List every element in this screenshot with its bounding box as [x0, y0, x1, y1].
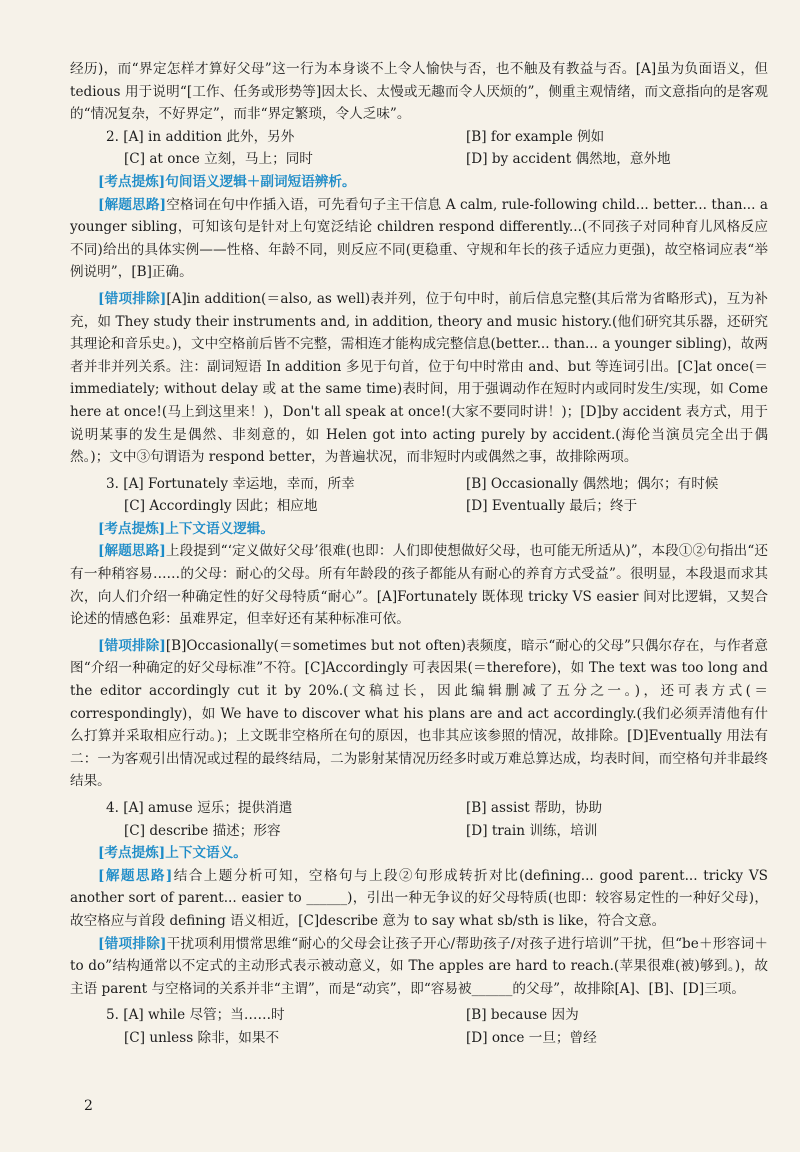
q4-elimination-tag: [错项排除]: [98, 935, 167, 952]
q4-option-b: [B] assist 帮助，协助: [466, 800, 603, 816]
q2-thinking-text: 空格词在句中作插入语，可先看句子主干信息 A calm, rule-following child... better... than... a younger sibling，可知该句是针对上句宽泛结论 children respond differently...(不同孩子对同种育儿风格反应不同)给出的具体实例——性格、年龄不同，则反应不同(更稳重、守规和年长的孩子适应力更强)，故空格词应表“举例说明”，[B]正确。: [70, 196, 768, 281]
q2-point-heading: [考点提炼]句间语义逻辑＋副词短语辨析。: [98, 173, 356, 190]
q3-options-row-1: [70, 473, 768, 496]
q4-elimination-paragraph: [70, 933, 768, 1001]
q3-options-row-2: [70, 495, 768, 518]
q3-thinking-tag: [解题思路]: [98, 543, 166, 560]
q4-option-c: [C] describe 描述；形容: [124, 822, 281, 839]
q5-option-c: [C] unless 除非，如果不: [124, 1029, 280, 1046]
q2-option-b: [B] for example 例如: [466, 128, 605, 145]
q4-thinking-paragraph: [70, 865, 768, 933]
intro-paragraph: 经历)，而“界定怎样才算好父母”这一行为本身谈不上令人愉快与否，也不触及有教益与否。[A]虽为负面语义，但 tedious 用于说明“[工作、任务或形势等]因太长、太慢或无趣而令人厌烦的”，侧重主观情绪，而文意指向的是客观的“情况复杂，不好界定”，而非“界定繁琐，令人乏味”。: [70, 61, 768, 123]
page-number: 2: [84, 1098, 93, 1114]
q2-elimination-paragraph: [70, 288, 768, 469]
q3-thinking-paragraph: [70, 540, 768, 630]
q5-option-a: 5. [A] while 尽管；当……时: [106, 1007, 285, 1024]
q5-options-row-2: [70, 1027, 768, 1050]
q4-elimination-text: 干扰项利用惯常思维“耐心的父母会让孩子开心/帮助孩子/对孩子进行培训”干扰，但“be＋形容词＋to do”结构通常以不定式的主动形式表示被动意义，如 The apples are hard to reach.(苹果很难(被)够到。)，故主语 parent 与空格词的关系并非“主谓”，而是“动宾”，即“容易被______的父母”，故排除[A]、[B]、[D]三项。: [70, 935, 768, 997]
q4-options-row-1: [70, 797, 768, 820]
q4-options-row-2: [70, 820, 768, 843]
q5-option-b: [B] because 因为: [466, 1007, 579, 1024]
q2-thinking-paragraph: [70, 194, 768, 284]
q3-option-a: 3. [A] Fortunately 幸运地，幸而，所幸: [106, 475, 355, 492]
q4-option-d: [D] train 训练，培训: [466, 822, 598, 839]
q4-thinking-tag: [解题思路]: [98, 867, 173, 884]
q2-thinking-tag: [解题思路]: [98, 196, 167, 213]
q2-option-a: 2. [A] in addition 此外，另外: [106, 128, 295, 145]
q2-elimination-tag: [错项排除]: [98, 290, 167, 307]
q3-option-b: [B] Occasionally 偶然地；偶尔；有时候: [466, 475, 719, 492]
q2-option-d: [D] by accident 偶然地，意外地: [466, 151, 671, 168]
q2-options-row-1: [70, 126, 768, 149]
q3-option-c: [C] Accordingly 因此；相应地: [124, 498, 318, 515]
q3-point-heading: [考点提炼]上下文语义逻辑。: [98, 520, 274, 537]
q4-option-a: 4. [A] amuse 逗乐；提供消遣: [106, 800, 293, 816]
q4-thinking-text: 结合上题分析可知，空格句与上段②句形成转折对比(defining... good parent... tricky VS another sort of parent... easier to ______)，引出一种无争议的好父母特质(也即：较容易定性的一种好父母)，故空格应与首段 defining 语义相近，[C]describe 意为 to say what sb/sth is like，符合文意。: [70, 867, 768, 929]
q5-options-row-1: [70, 1004, 768, 1027]
q4-point-heading: [考点提炼]上下文语义。: [98, 845, 247, 862]
q3-elimination-paragraph: [70, 635, 768, 793]
q3-option-d: [D] Eventually 最后；终于: [466, 498, 638, 515]
q3-thinking-text: 上段提到“‘定义做好父母’很难(也即：人们即使想做好父母，也可能无所适从)”，本段①②句指出“还有一种稍容易……的父母：耐心的父母。所有年龄段的孩子都能从有耐心的养育方式受益”。很明显，本段退而求其次，向人们介绍一种确定性的好父母特质“耐心”。[A]Fortunately 既体现 tricky VS easier 间对比逻辑，又契合论述的情感色彩：虽难界定，但幸好还有某种标准可依。: [70, 543, 768, 628]
q5-option-d: [D] once 一旦；曾经: [466, 1029, 597, 1046]
q2-option-c: [C] at once 立刻，马上；同时: [124, 151, 313, 168]
q3-elimination-tag: [错项排除]: [98, 637, 166, 654]
q3-elimination-text: [B]Occasionally(＝sometimes but not often)表频度，暗示“耐心的父母”只偶尔存在，与作者意图“介绍一种确定的好父母标准”不符。[C]Accordingly 可表因果(＝therefore)，如 The text was too long and the editor accordingly cut it by 20%.(文稿过长，因此编辑删减了五分之一。)，还可表方式(＝correspondingly)，如 We have to discover what his plans are and act accordingly.(我们必须弄清他有什么打算并采取相应行动。)；上文既非空格所在句的原因，也非其应该参照的情况，故排除。[D]Eventually 用法有二：一为客观引出情况或过程的最终结局，二为影射某情况历经多时或万难总算达成，均表时间，而空格句并非最终结果。: [70, 637, 768, 790]
page-body: [70, 58, 768, 1050]
q2-options-row-2: [70, 148, 768, 171]
q2-elimination-text: [A]in addition(＝also, as well)表并列，位于句中时，前后信息完整(其后常为省略形式)，互为补充，如 They study their instruments and, in addition, theory and music history.(他们研究其乐器，还研究其理论和音乐史。)，文中空格前后皆不完整，需相连才能构成完整信息(better... than... a younger sibling)，故两者并非并列关系。注：副词短语 In addition 多见于句首，位于句中时常由 and、but 等连词引出。[C]at once(＝immediately; without delay 或 at the same time)表时间，用于强调动作在短时内或同时发生/实现，如 Come here at once!(马上到这里来！)，Don't all speak at once!(大家不要同时讲！)；[D]by accident 表方式，用于说明某事的发生是偶然、非刻意的，如 Helen got into acting purely by accident.(海伦当演员完全出于偶然。)；文中③句谓语为 respond better，为普遍状况，而非短时内或偶然之事，故排除两项。: [70, 290, 768, 466]
